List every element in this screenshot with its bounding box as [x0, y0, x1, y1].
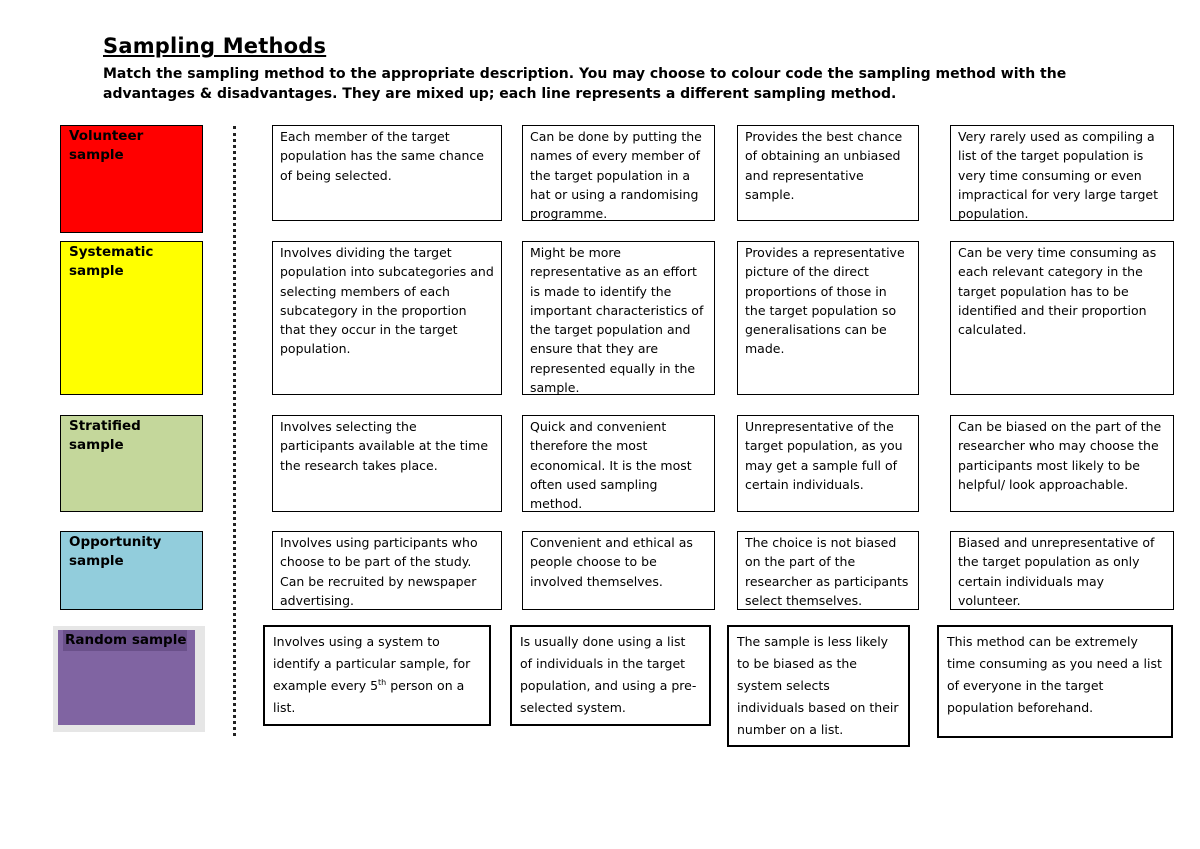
- category-systematic: [60, 241, 203, 395]
- description-card: Very rarely used as compiling a list of the target population is very time consuming or even impractical for very large target population.: [950, 125, 1174, 221]
- category-label: Systematic sample: [69, 244, 154, 279]
- description-card: Can be very time consuming as each relevant category in the target population has to be identified and their proportion calculated.: [950, 241, 1174, 395]
- description-card: Provides a representative picture of the direct proportions of those in the target population so generalisations can be made.: [737, 241, 919, 395]
- description-card: The sample is less likely to be biased as the system selects individuals based on their number on a list.: [727, 625, 910, 747]
- description-card: Involves selecting the participants available at the time the research takes place.: [272, 415, 502, 512]
- instructions: Match the sampling method to the appropriate description. You may choose to colour code the sampling method with the advantages & disadvantages. They are mixed up; each line represents a different sampling method.: [103, 66, 1067, 102]
- description-card: Involves using participants who choose to be part of the study. Can be recruited by newspaper advertising.: [272, 531, 502, 610]
- category-stratified: [60, 415, 203, 512]
- description-card: Provides the best chance of obtaining an unbiased and representative sample.: [737, 125, 919, 221]
- category-label: Opportunity sample: [69, 534, 162, 569]
- description-card: Involves dividing the target population into subcategories and selecting members of each subcategory in the proportion that they occur in the target population.: [272, 241, 502, 395]
- description-card: [263, 625, 491, 726]
- description-card: Biased and unrepresentative of the target population as only certain individuals may volunteer.: [950, 531, 1174, 610]
- ordinal-suffix: th: [378, 677, 387, 687]
- card-text-after: person on a list.: [273, 678, 465, 715]
- category-label: Stratified sample: [69, 418, 141, 453]
- description-card: Each member of the target population has the same chance of being selected.: [272, 125, 502, 221]
- description-card: Might be more representative as an effort is made to identify the important characteristics of the target population and ensure that they are represented equally in the sample.: [522, 241, 715, 395]
- page-title: Sampling Methods: [103, 34, 327, 58]
- description-card: Convenient and ethical as people choose to be involved themselves.: [522, 531, 715, 610]
- description-card: Unrepresentative of the target population, as you may get a sample full of certain individuals.: [737, 415, 919, 512]
- description-card: Can be done by putting the names of every member of the target population in a hat or using a randomising programme.: [522, 125, 715, 221]
- dotted-divider: [233, 126, 236, 736]
- description-card: Can be biased on the part of the researcher who may choose the participants most likely to be helpful/ look approachable.: [950, 415, 1174, 512]
- description-card: This method can be extremely time consuming as you need a list of everyone in the target population beforehand.: [937, 625, 1173, 738]
- description-card: Quick and convenient therefore the most economical. It is the most often used sampling method.: [522, 415, 715, 512]
- category-opportunity: [60, 531, 203, 610]
- category-label: Random sample: [63, 630, 187, 651]
- category-label: Volunteer sample: [69, 128, 144, 163]
- description-card: The choice is not biased on the part of the researcher as participants select themselves.: [737, 531, 919, 610]
- category-volunteer: [60, 125, 203, 233]
- card-text-before: Involves using a system to identify a particular sample, for example every 5: [273, 634, 471, 693]
- description-card: Is usually done using a list of individuals in the target population, and using a pre-selected system.: [510, 625, 711, 726]
